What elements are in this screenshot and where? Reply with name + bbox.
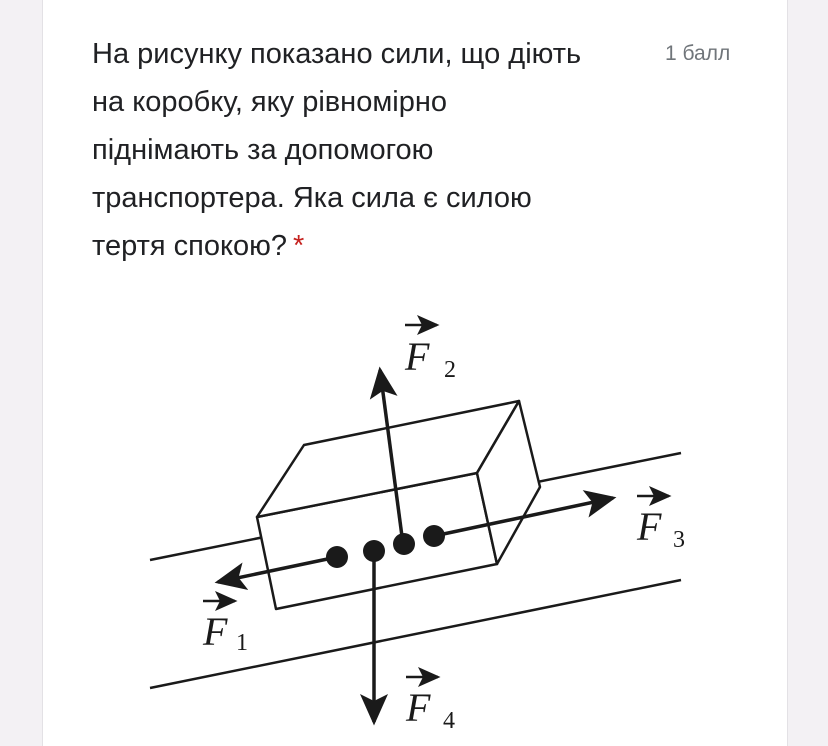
application-point-f1: [326, 546, 348, 568]
label-f3-symbol: F: [637, 504, 662, 549]
label-f3-index: 3: [673, 527, 685, 553]
label-f3: [636, 496, 685, 553]
label-f1-index: 1: [236, 630, 248, 656]
application-point-f4: [363, 540, 385, 562]
question-line: транспортера. Яка сила є силою: [92, 182, 532, 214]
question-line: тертя спокою?: [92, 230, 287, 262]
question-line: піднімають за допомогою: [92, 134, 434, 166]
label-f2: [404, 325, 456, 383]
application-point-f2: [393, 533, 415, 555]
question-line: На рисунку показано сили, що діють: [92, 38, 582, 70]
label-f1-symbol: F: [203, 609, 228, 654]
label-f4-symbol: F: [406, 685, 431, 730]
question-line: на коробку, яку рівномірно: [92, 86, 447, 118]
label-f2-symbol: F: [405, 334, 430, 379]
label-f4-index: 4: [443, 708, 455, 734]
label-f1: [202, 601, 248, 656]
label-f4: [405, 677, 455, 734]
conveyor-bottom-line: [150, 580, 681, 688]
required-marker: *: [292, 230, 305, 262]
application-point-f3: [423, 525, 445, 547]
label-f2-index: 2: [444, 357, 456, 383]
points-label: 1 балл: [665, 42, 731, 65]
